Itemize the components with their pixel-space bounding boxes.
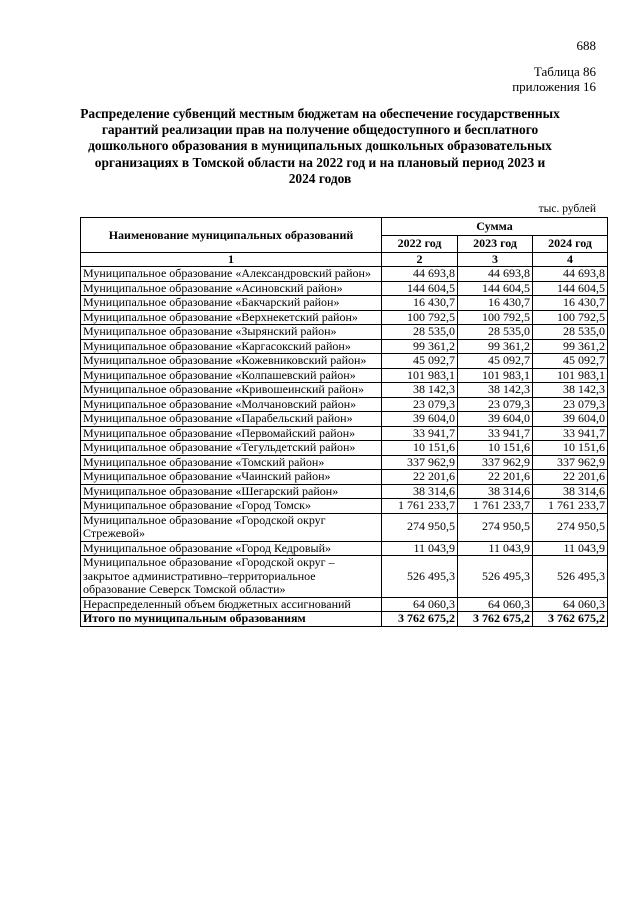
amount-2023-cell: 10 151,6 (458, 441, 533, 456)
amount-2024-cell: 23 079,3 (533, 397, 608, 412)
amount-2022-cell: 337 962,9 (382, 455, 458, 470)
amount-2022-cell: 33 941,7 (382, 426, 458, 441)
amount-2024-cell: 144 604,5 (533, 281, 608, 296)
table-row (81, 541, 608, 556)
amount-2024-cell: 64 060,3 (533, 597, 608, 612)
table-row (81, 484, 608, 499)
table-row (81, 556, 608, 598)
table-row (81, 325, 608, 340)
table-row (81, 296, 608, 311)
municipality-name-cell: Муниципальное образование «Александровский район» (81, 267, 382, 282)
amount-2024-cell: 33 941,7 (533, 426, 608, 441)
amount-2023-cell: 38 314,6 (458, 484, 533, 499)
amount-2023-cell: 11 043,9 (458, 541, 533, 556)
amount-2024-cell: 38 314,6 (533, 484, 608, 499)
amount-2022-cell: 44 693,8 (382, 267, 458, 282)
table-row (81, 441, 608, 456)
amount-2022-cell: 274 950,5 (382, 513, 458, 541)
amount-2024-cell: 44 693,8 (533, 267, 608, 282)
document-title: Распределение субвенций местным бюджетам на обеспечение государственных гарантий реализации прав на получение общедоступного и бесплатного дошкольного образования в муниципальных дошкольных образовательных организациях в Томской области на 2022 год и на плановый период 2023 и 2024 годов (80, 106, 560, 186)
amount-2023-cell: 38 142,3 (458, 383, 533, 398)
table-row (81, 597, 608, 612)
amount-2024-cell: 99 361,2 (533, 339, 608, 354)
table-row (81, 383, 608, 398)
amount-2023-cell: 101 983,1 (458, 368, 533, 383)
amount-2023-cell: 1 761 233,7 (458, 499, 533, 514)
amount-2023-cell: 144 604,5 (458, 281, 533, 296)
table-row (81, 455, 608, 470)
amount-2023-cell: 28 535,0 (458, 325, 533, 340)
amount-2022-cell: 28 535,0 (382, 325, 458, 340)
amount-2022-cell: 22 201,6 (382, 470, 458, 485)
amount-2023-cell: 99 361,2 (458, 339, 533, 354)
amount-2022-cell: 45 092,7 (382, 354, 458, 369)
column-header-2022: 2022 год (382, 235, 458, 253)
municipality-name-cell: Муниципальное образование «Чаинский район» (81, 470, 382, 485)
table-reference-line-2: приложения 16 (512, 79, 596, 94)
table-row (81, 499, 608, 514)
municipality-name-cell: Итого по муниципальным образованиям (81, 612, 382, 627)
table-row (81, 339, 608, 354)
amount-2024-cell: 39 604,0 (533, 412, 608, 427)
municipality-name-cell: Муниципальное образование «Город Томск» (81, 499, 382, 514)
amount-2024-cell: 337 962,9 (533, 455, 608, 470)
municipality-name-cell: Муниципальное образование «Парабельский район» (81, 412, 382, 427)
amount-2022-cell: 3 762 675,2 (382, 612, 458, 627)
municipality-name-cell: Муниципальное образование «Первомайский район» (81, 426, 382, 441)
amount-2024-cell: 45 092,7 (533, 354, 608, 369)
table-row (81, 470, 608, 485)
amount-2023-cell: 64 060,3 (458, 597, 533, 612)
municipality-name-cell: Муниципальное образование «Городской округ Стрежевой» (81, 513, 382, 541)
municipality-name-cell: Муниципальное образование «Бакчарский район» (81, 296, 382, 311)
municipality-name-cell: Муниципальное образование «Молчановский район» (81, 397, 382, 412)
amount-2024-cell: 101 983,1 (533, 368, 608, 383)
amount-2022-cell: 23 079,3 (382, 397, 458, 412)
amount-2023-cell: 100 792,5 (458, 310, 533, 325)
amount-2023-cell: 526 495,3 (458, 556, 533, 598)
amount-2023-cell: 22 201,6 (458, 470, 533, 485)
amount-2024-cell: 3 762 675,2 (533, 612, 608, 627)
amount-2024-cell: 28 535,0 (533, 325, 608, 340)
amount-2023-cell: 39 604,0 (458, 412, 533, 427)
page-number: 688 (576, 38, 596, 53)
amount-2022-cell: 38 142,3 (382, 383, 458, 398)
amount-2023-cell: 337 962,9 (458, 455, 533, 470)
units-label: тыс. рублей (538, 203, 596, 215)
column-number: 1 (81, 253, 382, 267)
municipality-name-cell: Муниципальное образование «Колпашевский район» (81, 368, 382, 383)
amount-2023-cell: 45 092,7 (458, 354, 533, 369)
municipality-name-cell: Муниципальное образование «Зырянский район» (81, 325, 382, 340)
municipality-name-cell: Муниципальное образование «Город Кедровый» (81, 541, 382, 556)
amount-2024-cell: 274 950,5 (533, 513, 608, 541)
amount-2024-cell: 11 043,9 (533, 541, 608, 556)
amount-2023-cell: 3 762 675,2 (458, 612, 533, 627)
column-header-2023: 2023 год (458, 235, 533, 253)
table-row (81, 267, 608, 282)
amount-2022-cell: 64 060,3 (382, 597, 458, 612)
municipality-name-cell: Муниципальное образование «Каргасокский район» (81, 339, 382, 354)
amount-2023-cell: 33 941,7 (458, 426, 533, 441)
subsidies-table (80, 217, 608, 627)
table-row (81, 412, 608, 427)
column-header-name: Наименование муниципальных образований (81, 218, 382, 253)
amount-2024-cell: 526 495,3 (533, 556, 608, 598)
table-reference (512, 64, 596, 94)
table-reference-line-1: Таблица 86 (533, 64, 596, 79)
table-row (81, 354, 608, 369)
municipality-name-cell: Муниципальное образование «Городской округ – закрытое административно–территориальное образование Северск Томской области» (81, 556, 382, 598)
column-number: 3 (458, 253, 533, 267)
municipality-name-cell: Муниципальное образование «Шегарский район» (81, 484, 382, 499)
amount-2022-cell: 11 043,9 (382, 541, 458, 556)
municipality-name-cell: Муниципальное образование «Асиновский район» (81, 281, 382, 296)
amount-2022-cell: 1 761 233,7 (382, 499, 458, 514)
amount-2024-cell: 22 201,6 (533, 470, 608, 485)
table-row (81, 513, 608, 541)
amount-2022-cell: 39 604,0 (382, 412, 458, 427)
amount-2024-cell: 100 792,5 (533, 310, 608, 325)
amount-2022-cell: 38 314,6 (382, 484, 458, 499)
amount-2023-cell: 16 430,7 (458, 296, 533, 311)
amount-2022-cell: 526 495,3 (382, 556, 458, 598)
amount-2024-cell: 1 761 233,7 (533, 499, 608, 514)
column-header-2024: 2024 год (533, 235, 608, 253)
table-body (81, 267, 608, 627)
amount-2024-cell: 10 151,6 (533, 441, 608, 456)
municipality-name-cell: Муниципальное образование «Кожевниковский район» (81, 354, 382, 369)
municipality-name-cell: Муниципальное образование «Томский район» (81, 455, 382, 470)
table-row (81, 368, 608, 383)
amount-2022-cell: 16 430,7 (382, 296, 458, 311)
amount-2024-cell: 16 430,7 (533, 296, 608, 311)
amount-2022-cell: 10 151,6 (382, 441, 458, 456)
column-number: 4 (533, 253, 608, 267)
amount-2022-cell: 99 361,2 (382, 339, 458, 354)
amount-2022-cell: 101 983,1 (382, 368, 458, 383)
municipality-name-cell: Муниципальное образование «Тегульдетский район» (81, 441, 382, 456)
amount-2023-cell: 44 693,8 (458, 267, 533, 282)
table-row (81, 310, 608, 325)
column-header-sum: Сумма (382, 218, 608, 236)
table-row (81, 426, 608, 441)
municipality-name-cell: Муниципальное образование «Кривошеинский район» (81, 383, 382, 398)
amount-2022-cell: 144 604,5 (382, 281, 458, 296)
table-row (81, 281, 608, 296)
table-total-row (81, 612, 608, 627)
municipality-name-cell: Нераспределенный объем бюджетных ассигнований (81, 597, 382, 612)
amount-2024-cell: 38 142,3 (533, 383, 608, 398)
amount-2022-cell: 100 792,5 (382, 310, 458, 325)
amount-2023-cell: 23 079,3 (458, 397, 533, 412)
table-row (81, 397, 608, 412)
municipality-name-cell: Муниципальное образование «Верхнекетский район» (81, 310, 382, 325)
amount-2023-cell: 274 950,5 (458, 513, 533, 541)
column-number: 2 (382, 253, 458, 267)
